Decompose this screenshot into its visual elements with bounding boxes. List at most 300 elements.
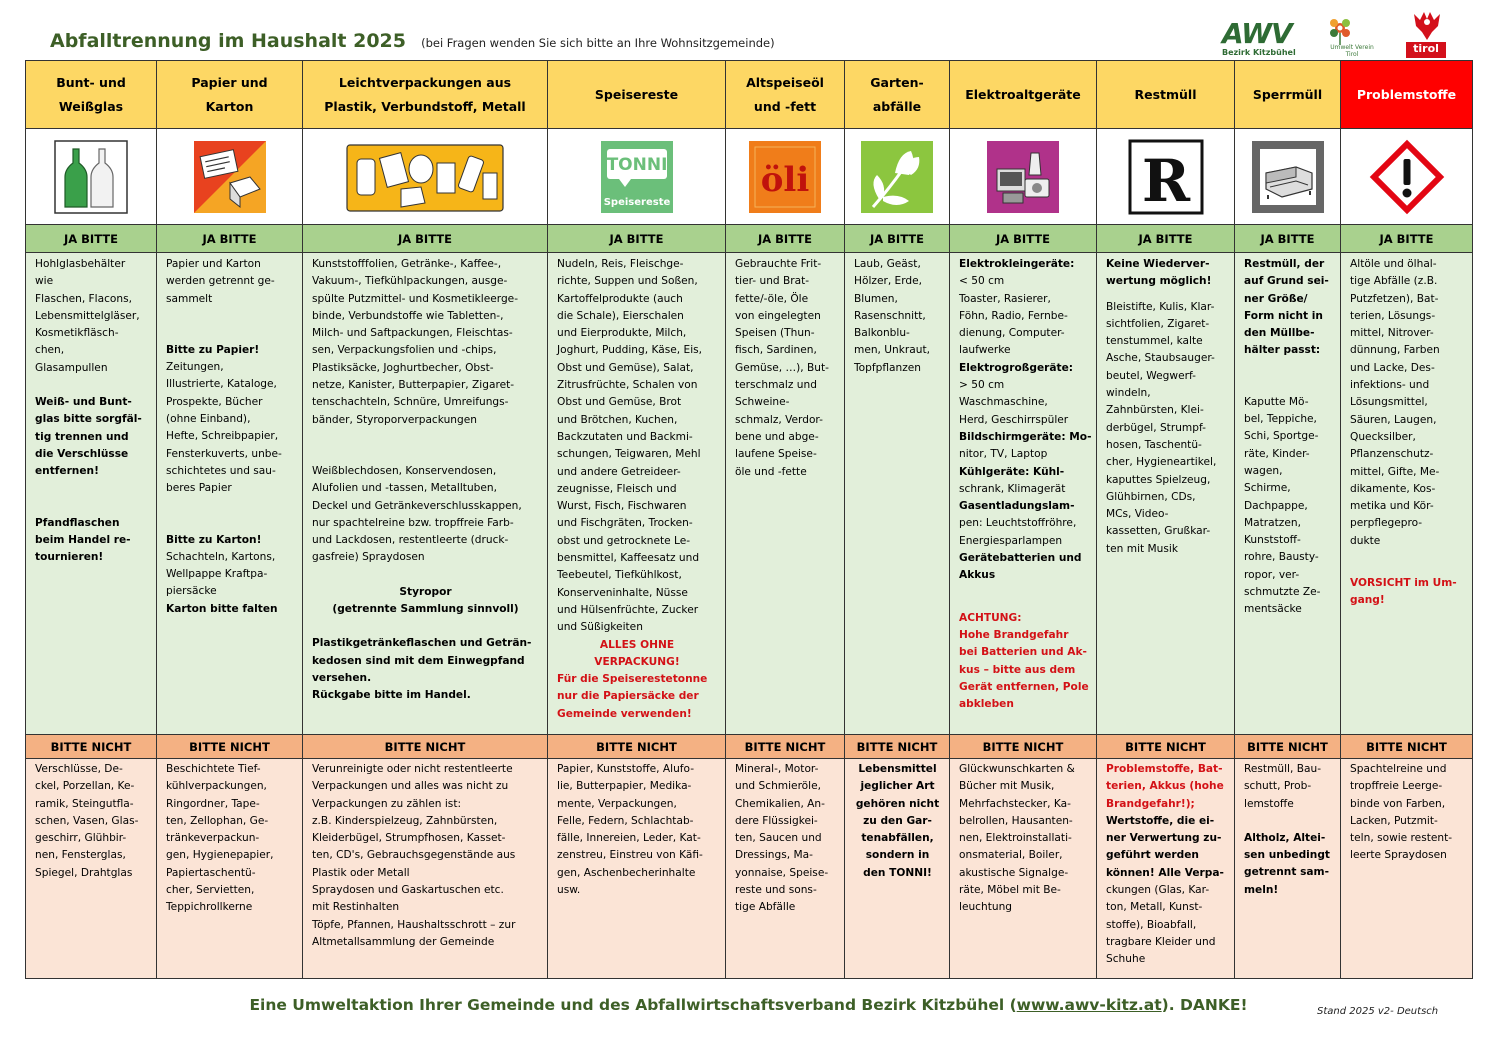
category-header: [726, 61, 845, 129]
page-header: [50, 30, 775, 52]
text-line: und andere Getreideer-: [557, 465, 681, 478]
oeli-art: [747, 139, 823, 215]
text-line: gasfreie) Spraydosen: [312, 551, 425, 564]
category-header: [548, 61, 726, 129]
text-line: bänder, Styroporverpackungen: [312, 413, 477, 426]
electronics-icon: [950, 139, 1096, 215]
text-line: mittel, Nitrover-: [1350, 327, 1434, 340]
spacer: [959, 602, 1088, 610]
spacer: [166, 498, 294, 515]
text-line: und Hülsenfrüchte, Zucker: [557, 603, 699, 616]
text-line: dünnung, Farben: [1350, 344, 1440, 357]
text-line: Vakuum-, Tiefkühlpackungen, ausge-: [312, 275, 508, 288]
text-line: terien, Akkus (hohe: [1106, 780, 1224, 793]
text-line: Zeitungen,: [166, 361, 224, 374]
text-line: cher, Hygieneartikel,: [1106, 456, 1217, 469]
category-header-line: und -fett: [753, 98, 817, 114]
text-line: ten, Saucen und: [735, 832, 822, 845]
text-line: pen: Leuchtstoffröhre,: [959, 517, 1077, 530]
category-header: [1097, 61, 1235, 129]
oeli-icon: [726, 139, 844, 215]
text-line: Dressings, Ma-: [735, 849, 813, 862]
text-line: laufene Speise-: [735, 448, 817, 461]
text-line: Plastik oder Metall: [312, 866, 410, 879]
text-line: Blumen,: [854, 292, 898, 305]
text-line: Schirme,: [1244, 482, 1291, 495]
text-line: bei Batterien und Ak-: [959, 646, 1087, 659]
ja-bitte-content: [726, 253, 845, 735]
text-line: Kunststoff-: [1244, 534, 1301, 547]
text-line: onsmaterial, Boiler,: [959, 849, 1063, 862]
text-line: mentsäcke: [1244, 603, 1302, 616]
text-line: Alufolien und -tassen, Metalltuben,: [312, 482, 497, 495]
bitte-nicht-content: [26, 759, 157, 979]
text-line: Kühlgeräte: Kühl-: [959, 465, 1065, 478]
text-line: und Schmieröle,: [735, 780, 821, 793]
text-line: terschmalz und: [735, 379, 817, 392]
text-line: entfernen!: [35, 465, 99, 478]
umweltverein-logo-text: Umwelt Verein Tirol: [1330, 44, 1374, 58]
bitte-nicht-content: [845, 759, 950, 979]
text-line: dukte: [1350, 534, 1381, 547]
text-line: VORSICHT im Um-: [1350, 577, 1457, 590]
text-line: nen, Fensterglas,: [35, 849, 126, 862]
text-line: Papier, Kunststoffe, Alufo-: [557, 763, 695, 775]
bitte-nicht-content: [157, 759, 303, 979]
text-line: Kunststofffolien, Getränke-, Kaffee-,: [312, 258, 502, 270]
text-line: jeglicher Art: [860, 780, 935, 793]
category-icon-cell: [548, 129, 726, 225]
text-line: Obst und Gemüse), Salat,: [557, 361, 694, 374]
text-line: Restmüll, der: [1244, 258, 1325, 270]
bitte-nicht-row: [26, 735, 1473, 759]
hazard-exclamation-art: [1369, 139, 1445, 215]
text-line: Hohe Brandgefahr: [959, 628, 1069, 641]
text-line: dikamente, Kos-: [1350, 482, 1436, 495]
text-line: Beschichtete Tief-: [166, 763, 261, 775]
spacer: [312, 567, 539, 584]
spacer: [35, 481, 148, 498]
text-line: kus – bitte aus dem: [959, 663, 1076, 676]
text-line: kühlverpackungen,: [166, 780, 267, 793]
category-icon-cell: [950, 129, 1097, 225]
footer-text-after: ). DANKE!: [1161, 996, 1248, 1014]
text-line: dere Flüssigkei-: [735, 814, 818, 827]
text-line: metika und Kör-: [1350, 500, 1434, 513]
text-line: Kartoffelprodukte (auch: [557, 292, 683, 305]
text-line: versehen.: [312, 671, 372, 684]
text-line: Gebrauchte Frit-: [735, 258, 822, 270]
electronics-art: [985, 139, 1061, 215]
text-line: binde, Verbundstoffe wie Tabletten-,: [312, 309, 504, 322]
text-line: Gemüse, …), But-: [735, 361, 829, 374]
bitte-nicht-content: [1341, 759, 1473, 979]
text-line: stoffe), Bioabfall,: [1106, 918, 1197, 931]
spacer: [312, 618, 539, 635]
text-line: Lacken, Putzmit-: [1350, 814, 1438, 827]
ja-bitte-label: JA BITTE: [845, 225, 950, 253]
category-header-line: Leichtverpackungen aus: [338, 74, 512, 90]
text-line: schichtetes und sau-: [166, 464, 276, 477]
text-line: men, Unkraut,: [854, 344, 930, 357]
text-line: kedosen sind mit dem Einwegpfand: [312, 654, 525, 667]
tonni-logo-text: TONNI: [606, 154, 667, 175]
awv-logo-subtitle: Bezirk Kitzbühel: [1222, 48, 1296, 57]
text-line: Milch- und Saftpackungen, Fleischtas-: [312, 327, 513, 340]
text-line: > 50 cm: [959, 379, 1005, 392]
text-line: fisch, Sardinen,: [735, 344, 817, 357]
text-line: z.B. Kinderspielzeug, Zahnbürsten,: [312, 814, 498, 827]
text-line: tragbare Kleider und: [1106, 935, 1216, 948]
text-line: Verpackungen zu zählen ist:: [312, 797, 462, 810]
flower-logo-icon: [1322, 14, 1380, 46]
text-line: leerte Spraydosen: [1350, 849, 1447, 862]
ja-bitte-label: JA BITTE: [548, 225, 726, 253]
text-line: Töpfe, Pfannen, Haushaltsschrott – zur: [312, 918, 516, 931]
spacer: [1106, 291, 1226, 299]
bitte-nicht-content: [548, 759, 726, 979]
ja-bitte-content: [950, 253, 1097, 735]
text-line: Putzfetzen), Bat-: [1350, 292, 1439, 305]
text-line: Schuhe: [1106, 953, 1146, 966]
text-line: den TONNI!: [863, 866, 932, 879]
text-line: laufwerke: [959, 344, 1011, 357]
text-line: belrollen, Hausanten-: [959, 814, 1073, 827]
text-line: sen unbedingt: [1244, 849, 1330, 862]
category-header-line: Garten-: [870, 74, 924, 90]
text-line: gehören nicht: [855, 797, 940, 810]
text-line: und Lacke, Des-: [1350, 361, 1435, 374]
text-line: lie, Butterpapier, Medika-: [557, 780, 692, 793]
text-line: gen, Aschenbecherinhalte: [557, 866, 696, 879]
spacer: [35, 498, 148, 515]
text-line: tenschachteln, Schnüre, Umreifungs-: [312, 396, 509, 409]
ja-bitte-content: [548, 253, 726, 735]
text-line: leuchtung: [959, 901, 1013, 914]
text-line: tränkeverpackun-: [166, 832, 260, 845]
text-line: und Fischgräten, Trocken-: [557, 517, 693, 530]
text-line: fette/-öle, Öle: [735, 292, 809, 305]
text-line: Weiß- und Bunt-: [35, 396, 132, 409]
text-line: (getrennte Sammlung sinnvoll): [332, 603, 519, 616]
text-line: ALLES OHNE: [599, 638, 675, 651]
text-line: Plastiksäcke, Joghurtbecher, Obst-: [312, 361, 494, 374]
text-line: Schi, Sportge-: [1244, 430, 1319, 443]
text-line: wertung möglich!: [1106, 275, 1212, 288]
text-line: können! Alle Verpa-: [1106, 866, 1224, 879]
text-line: mittel, Gifte, Me-: [1350, 465, 1440, 478]
ja-bitte-label: JA BITTE: [26, 225, 157, 253]
text-line: kaputtes Spielzeug,: [1106, 473, 1211, 486]
spacer: [959, 585, 1088, 602]
text-line: perpflegepro-: [1350, 517, 1423, 530]
garden-tulip-art: [859, 139, 935, 215]
text-line: Lebensmittelgläser,: [35, 309, 140, 322]
ja-bitte-content: [157, 253, 303, 735]
category-header: [303, 61, 548, 129]
text-line: schrank, Klimagerät: [959, 482, 1066, 495]
ja-bitte-label: JA BITTE: [1097, 225, 1235, 253]
text-line: sondern in: [865, 849, 930, 862]
text-line: Ringordner, Tape-: [166, 797, 260, 810]
text-line: nur spachtelreine bzw. tropffreie Farb-: [312, 516, 514, 529]
text-line: dienung, Computer-: [959, 327, 1065, 340]
text-line: Lösungsmittel,: [1350, 396, 1428, 409]
text-line: Fensterkuverts, unbe-: [166, 447, 282, 460]
restmuell-r-art: [1128, 139, 1204, 215]
text-line: rohre, Bausty-: [1244, 551, 1319, 564]
text-line: piersäcke: [166, 585, 217, 598]
spacer: [312, 446, 539, 463]
text-line: (ohne Einband),: [166, 413, 251, 426]
awv-logo: [1222, 17, 1308, 62]
text-line: tier- und Brat-: [735, 275, 810, 288]
category-icon-cell: [26, 129, 157, 225]
bitte-nicht-label: BITTE NICHT: [303, 735, 548, 759]
category-header: [950, 61, 1097, 129]
text-line: Restmüll, Bau-: [1244, 763, 1322, 775]
text-line: Zahnbürsten, Klei-: [1106, 404, 1204, 417]
spacer: [166, 325, 294, 342]
text-line: Teebeutel, Tiefkühlkost,: [557, 569, 682, 582]
text-line: Styropor: [399, 585, 452, 598]
text-line: nen, Elektroinstallati-: [959, 832, 1072, 845]
text-line: Elektrogroßgeräte:: [959, 361, 1073, 374]
text-line: Nudeln, Reis, Fleischge-: [557, 258, 684, 270]
bitte-nicht-label: BITTE NICHT: [726, 735, 845, 759]
text-line: glas bitte sorgfäl-: [35, 413, 142, 426]
text-line: beres Papier: [166, 482, 232, 495]
text-line: ner Größe/: [1244, 292, 1308, 305]
tirol-logo-text: tirol: [1406, 42, 1446, 58]
page-subtitle: (bei Fragen wenden Sie sich bitte an Ihre Wohnsitzgemeinde): [421, 36, 775, 50]
text-line: bensmittel, Kaffeesatz und: [557, 552, 700, 565]
text-line: Elektrokleingeräte:: [959, 258, 1075, 270]
text-line: chen,: [35, 344, 65, 357]
bitte-nicht-content: [726, 759, 845, 979]
text-line: yonnaise, Speise-: [735, 866, 829, 879]
category-header-line: Elektroaltgeräte: [965, 86, 1081, 102]
text-line: tenstummel, kalte: [1106, 335, 1203, 348]
category-icon-cell: [1341, 129, 1473, 225]
text-line: Glasampullen: [35, 361, 108, 374]
category-icon-cell: [303, 129, 548, 225]
ja-bitte-label: JA BITTE: [157, 225, 303, 253]
text-line: Backzutaten und Backmi-: [557, 430, 693, 443]
footer: [0, 996, 1497, 1014]
sofa-art: [1250, 139, 1326, 215]
text-line: Mineral-, Motor-: [735, 763, 819, 775]
text-line: öle und -fette: [735, 465, 807, 478]
text-line: räte, Möbel mit Be-: [959, 884, 1061, 897]
text-line: Kleiderbügel, Strumpfhosen, Kasset-: [312, 832, 506, 845]
text-line: Flaschen, Flacons,: [35, 292, 132, 305]
text-line: Papier und Karton: [166, 258, 261, 270]
spacer: [35, 377, 148, 394]
ja-bitte-content: [845, 253, 950, 735]
text-line: Quecksilber,: [1350, 430, 1416, 443]
category-header-line: Weißglas: [58, 98, 124, 114]
category-header-line: Bunt- und: [56, 74, 126, 90]
text-line: Spachtelreine und: [1350, 763, 1447, 775]
category-icon-cell: [1097, 129, 1235, 225]
text-line: lemstoffe: [1244, 797, 1294, 810]
text-line: Glückwunschkarten &: [959, 763, 1075, 775]
category-header-line: Problemstoffe: [1356, 86, 1457, 102]
text-line: getrennt sam-: [1244, 866, 1329, 879]
text-line: geschirr, Glühbir-: [35, 832, 127, 845]
text-line: schen, Vasen, Glas-: [35, 814, 139, 827]
text-line: Rückgabe bitte im Handel.: [312, 689, 471, 702]
category-icon-cell: [726, 129, 845, 225]
category-header: [1235, 61, 1341, 129]
text-line: Altmetallsammlung der Gemeinde: [312, 935, 495, 948]
category-header-line: Karton: [205, 98, 254, 114]
text-line: ten mit Musik: [1106, 542, 1178, 555]
text-line: Rasenschnitt,: [854, 309, 926, 322]
category-icon-cell: [157, 129, 303, 225]
spacer: [1350, 550, 1464, 567]
bitte-nicht-content: [303, 759, 548, 979]
text-line: bel, Teppiche,: [1244, 413, 1317, 426]
text-line: wie: [35, 275, 54, 288]
text-line: zeugnisse, Fleisch und: [557, 482, 677, 495]
bitte-nicht-label: BITTE NICHT: [548, 735, 726, 759]
text-line: hälter passt:: [1244, 344, 1321, 357]
text-line: sammelt: [166, 292, 213, 305]
packaging-art: [325, 139, 525, 215]
text-line: tropffreie Leerge-: [1350, 780, 1443, 793]
text-line: < 50 cm: [959, 275, 1005, 288]
text-line: Spiegel, Drahtglas: [35, 866, 133, 879]
bitte-nicht-content: [1097, 759, 1235, 979]
text-line: Mehrfachstecker, Ka-: [959, 797, 1071, 810]
text-line: Bleistifte, Kulis, Klar-: [1106, 300, 1215, 313]
text-line: schmutzte Ze-: [1244, 586, 1321, 599]
restmuell-r-icon: [1097, 139, 1234, 215]
text-line: akustische Signalge-: [959, 866, 1069, 879]
text-line: mente, Verpackungen,: [557, 797, 677, 810]
ja-bitte-label: JA BITTE: [1235, 225, 1341, 253]
text-line: mit Restinhalten: [312, 901, 400, 914]
text-line: richte, Suppen und Soßen,: [557, 275, 698, 288]
text-line: infektions- und: [1350, 379, 1430, 392]
text-line: Laub, Geäst,: [854, 258, 921, 270]
text-line: und Lackdosen, restentleerte (druck-: [312, 534, 509, 547]
text-line: cher, Servietten,: [166, 884, 255, 897]
text-line: Teppichrollkerne: [166, 901, 253, 914]
ja-bitte-row: [26, 225, 1473, 253]
text-line: Obst und Gemüse, Brot: [557, 396, 682, 409]
text-line: Herd, Geschirrspüler: [959, 413, 1069, 426]
text-line: Energiesparlampen: [959, 534, 1063, 547]
garden-tulip-icon: [845, 139, 949, 215]
text-line: Weißblechdosen, Konservendosen,: [312, 464, 497, 477]
text-line: tenabfällen,: [861, 832, 934, 845]
oeli-logo-text: öli: [760, 159, 810, 200]
tirol-logo: [1404, 10, 1450, 62]
footer-link[interactable]: www.awv-kitz.at: [1016, 996, 1162, 1014]
awv-logo-text: AWV: [1222, 17, 1292, 50]
text-line: schutt, Prob-: [1244, 780, 1312, 793]
text-line: Papiertaschentü-: [166, 866, 256, 879]
icon-row: [26, 129, 1473, 225]
text-line: Glühbirnen, CDs,: [1106, 490, 1196, 503]
text-line: Joghurt, Pudding, Käse, Eis,: [557, 344, 703, 357]
text-line: Föhn, Radio, Fernbe-: [959, 309, 1068, 322]
text-line: Hölzer, Erde,: [854, 275, 923, 288]
tonni-logo-subtext: Speisereste: [603, 196, 670, 208]
text-line: Matratzen,: [1244, 516, 1301, 529]
text-line: Säuren, Laugen,: [1350, 413, 1437, 426]
text-line: wagen,: [1244, 464, 1283, 477]
text-line: MCs, Video-: [1106, 508, 1169, 521]
bitte-nicht-label: BITTE NICHT: [1097, 735, 1235, 759]
footer-text-before: Eine Umweltaktion Ihrer Gemeinde und des Abfallwirtschaftsverband Bezirk Kitzbühel (: [249, 996, 1017, 1014]
text-line: Schachteln, Kartons,: [166, 550, 276, 563]
ja-bitte-label: JA BITTE: [726, 225, 845, 253]
text-line: Verunreinigte oder nicht restentleerte: [312, 763, 513, 775]
text-line: Kaputte Mö-: [1244, 395, 1309, 408]
text-line: Hefte, Schreibpapier,: [166, 430, 279, 443]
glass-bottles-art: [53, 139, 129, 215]
bitte-nicht-content: [950, 759, 1097, 979]
text-line: ton, Metall, Kunst-: [1106, 901, 1203, 914]
text-line: tige Abfälle (z.B.: [1350, 275, 1438, 288]
text-line: Problemstoffe, Bat-: [1106, 763, 1223, 775]
restmuell-logo-text: R: [1141, 146, 1190, 215]
text-line: Verpackungen und alles was nicht zu: [312, 780, 509, 793]
text-line: hosen, Taschentü-: [1106, 438, 1202, 451]
text-line: gen, Hygienepapier,: [166, 849, 274, 862]
text-line: Prospekte, Bücher: [166, 395, 263, 408]
bitte-nicht-label: BITTE NICHT: [26, 735, 157, 759]
category-header-row: [26, 61, 1473, 129]
bitte-nicht-label: BITTE NICHT: [1341, 735, 1473, 759]
text-line: terien, Lösungs-: [1350, 309, 1436, 322]
text-line: den Müllbe-: [1244, 327, 1315, 340]
spacer: [1350, 567, 1464, 575]
text-line: nur die Papiersäcke der: [557, 690, 699, 703]
text-line: Spraydosen und Gaskartuschen etc.: [312, 884, 504, 897]
text-line: beutel, Wegwerf-: [1106, 369, 1196, 382]
text-line: beim Handel re-: [35, 533, 131, 546]
text-line: gang!: [1350, 594, 1385, 607]
text-line: Form nicht in: [1244, 309, 1323, 322]
text-line: Altöle und ölhal-: [1350, 258, 1437, 270]
category-icon-cell: [845, 129, 950, 225]
packaging-icon: [303, 139, 547, 215]
text-line: Wurst, Fisch, Fischwaren: [557, 500, 687, 513]
text-line: Gerät entfernen, Pole: [959, 680, 1089, 693]
text-line: Waschmaschine,: [959, 396, 1048, 409]
text-line: Pflanzenschutz-: [1350, 448, 1434, 461]
text-line: Asche, Staubsauger-: [1106, 352, 1215, 365]
text-line: ACHTUNG:: [959, 611, 1022, 624]
category-header: [26, 61, 157, 129]
category-icon-cell: [1235, 129, 1341, 225]
text-line: binde von Farben,: [1350, 797, 1446, 810]
text-line: Schweine-: [735, 396, 790, 409]
text-line: von eingelegten: [735, 309, 821, 322]
text-line: Brandgefahr!);: [1106, 797, 1195, 810]
text-line: bene und abge-: [735, 430, 819, 443]
text-line: usw.: [557, 884, 581, 897]
ja-bitte-label: JA BITTE: [303, 225, 548, 253]
text-line: ckungen (Glas, Kar-: [1106, 884, 1210, 897]
text-line: schungen, Teigwaren, Mehl: [557, 448, 701, 461]
ja-bitte-label: JA BITTE: [950, 225, 1097, 253]
